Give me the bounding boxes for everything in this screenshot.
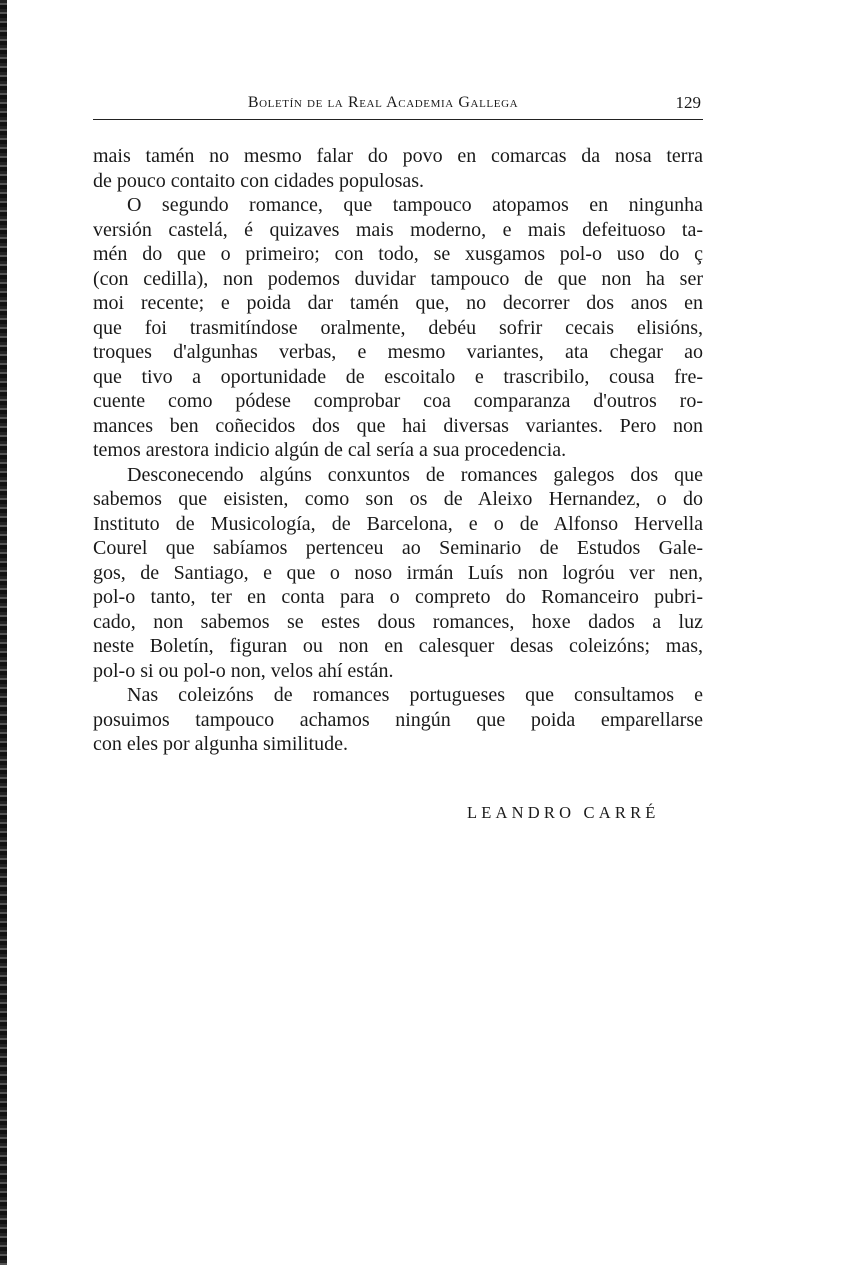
running-title: Boletín de la Real Academia Gallega — [247, 94, 519, 111]
paragraph — [93, 683, 703, 757]
text-line: pol-o tanto, ter en conta para o compreto do Romanceiro pubri- — [93, 586, 703, 608]
text-line: sabemos que eisisten, como son os de Aleixo Hernandez, o do — [93, 488, 703, 510]
text-line: posuimos tampouco achamos ningún que poida emparellarse — [93, 708, 703, 731]
text-line: mais tamén no mesmo falar do povo en comarcas da nosa terra — [93, 145, 703, 167]
text-line: que tivo a oportunidade de escoitalo e trascribilo, cousa fre- — [93, 365, 703, 388]
text-line: Nas coleizóns de romances portugueses que consultamos e — [127, 684, 703, 706]
paragraph — [93, 193, 703, 463]
text-line: neste Boletín, figuran ou non en calesquer desas coleizóns; mas, — [93, 635, 703, 657]
page-number: 129 — [675, 93, 701, 112]
text-line: versión castelá, é quizaves mais moderno, e mais defeituoso ta- — [93, 218, 703, 241]
text-line: Desconecendo algúns conxuntos de romances galegos dos que — [127, 463, 703, 486]
page-header — [93, 92, 703, 118]
text-line: cado, non sabemos se estes dous romances, hoxe dados a luz — [93, 610, 703, 633]
scan-edge — [0, 0, 7, 1265]
text-line: de pouco contaito con cidades populosas. — [93, 169, 425, 192]
text-line: O segundo romance, que tampouco atopamos en ningunha — [127, 194, 703, 216]
text-line: que foi trasmitíndose oralmente, debéu sofrir cecais elisións, — [93, 316, 703, 339]
paragraph — [93, 463, 703, 684]
text-line: temos arestora indicio algún de cal sería a sua procedencia. — [93, 439, 567, 461]
text-line: moi recente; e poida dar tamén que, no decorrer dos anos en — [93, 292, 703, 314]
author-signature: LEANDRO CARRÉ — [467, 803, 660, 822]
text-line: mén do que o primeiro; con todo, se xusgamos pol-o uso do ç — [93, 243, 703, 265]
text-line: cuente como pódese comprobar coa comparanza d'outros ro- — [93, 390, 703, 412]
text-line: mances ben coñecidos dos que hai diversas variantes. Pero non — [93, 414, 703, 437]
text-line: Courel que sabíamos pertenceu ao Seminario de Estudos Gale- — [93, 537, 703, 559]
text-line: gos, de Santiago, e que o noso irmán Luís non logróu ver nen, — [93, 561, 703, 584]
header-rule — [93, 119, 703, 120]
text-line: troques d'algunhas verbas, e mesmo variantes, ata chegar ao — [93, 341, 703, 363]
body-text — [93, 144, 703, 757]
paragraph — [93, 144, 703, 193]
text-line: Instituto de Musicología, de Barcelona, e o de Alfonso Hervella — [93, 512, 703, 535]
text-line: con eles por algunha similitude. — [93, 733, 348, 755]
text-line: pol-o si ou pol-o non, velos ahí están. — [93, 659, 394, 682]
text-line: (con cedilla), non podemos duvidar tampouco de que non ha ser — [93, 267, 703, 290]
